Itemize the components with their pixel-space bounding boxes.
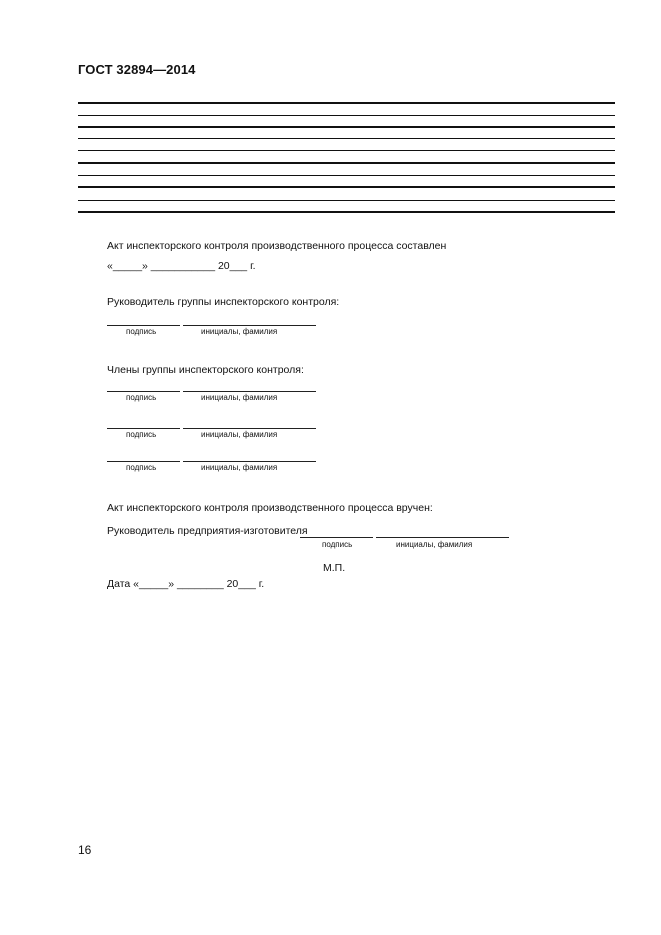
group-leader-label: Руководитель группы инспекторского контроля: [107, 296, 340, 308]
delivery-label: Акт инспекторского контроля производственного процесса вручен: [107, 502, 433, 514]
table-rule [78, 211, 615, 213]
name-line[interactable] [183, 428, 316, 429]
table-rule [78, 175, 615, 176]
signature-caption: подпись [126, 430, 157, 439]
act-compiled-text: Акт инспекторского контроля производственного процесса составлен [107, 240, 447, 252]
name-line[interactable] [183, 461, 316, 462]
signature-caption: подпись [126, 463, 157, 472]
table-rule [78, 150, 615, 151]
group-members-label: Члены группы инспекторского контроля: [107, 364, 304, 376]
table-rule [78, 162, 615, 164]
signature-caption: подпись [322, 540, 353, 549]
name-caption: инициалы, фамилия [201, 430, 278, 439]
table-rule [78, 126, 615, 128]
signature-line[interactable] [107, 428, 180, 429]
name-caption: инициалы, фамилия [201, 463, 278, 472]
signature-caption: подпись [126, 327, 157, 336]
signature-line[interactable] [300, 537, 373, 538]
page-number: 16 [78, 843, 92, 857]
manager-label: Руководитель предприятия-изготовителя [107, 525, 308, 537]
name-line[interactable] [183, 325, 316, 326]
signature-line[interactable] [107, 461, 180, 462]
name-caption: инициалы, фамилия [201, 393, 278, 402]
name-line[interactable] [183, 391, 316, 392]
signature-caption: подпись [126, 393, 157, 402]
signature-line[interactable] [107, 391, 180, 392]
name-caption: инициалы, фамилия [201, 327, 278, 336]
stamp-place: М.П. [323, 562, 346, 574]
table-rule [78, 102, 615, 104]
signature-line[interactable] [107, 325, 180, 326]
name-line[interactable] [376, 537, 509, 538]
table-rule [78, 138, 615, 139]
table-rule [78, 186, 615, 188]
delivery-date-line: Дата «_____» ________ 20___ г. [107, 578, 265, 590]
act-date-line: «_____» ___________ 20___ г. [107, 260, 256, 272]
table-rule [78, 115, 615, 116]
table-rule [78, 200, 615, 201]
document-header: ГОСТ 32894—2014 [78, 62, 196, 77]
name-caption: инициалы, фамилия [396, 540, 473, 549]
